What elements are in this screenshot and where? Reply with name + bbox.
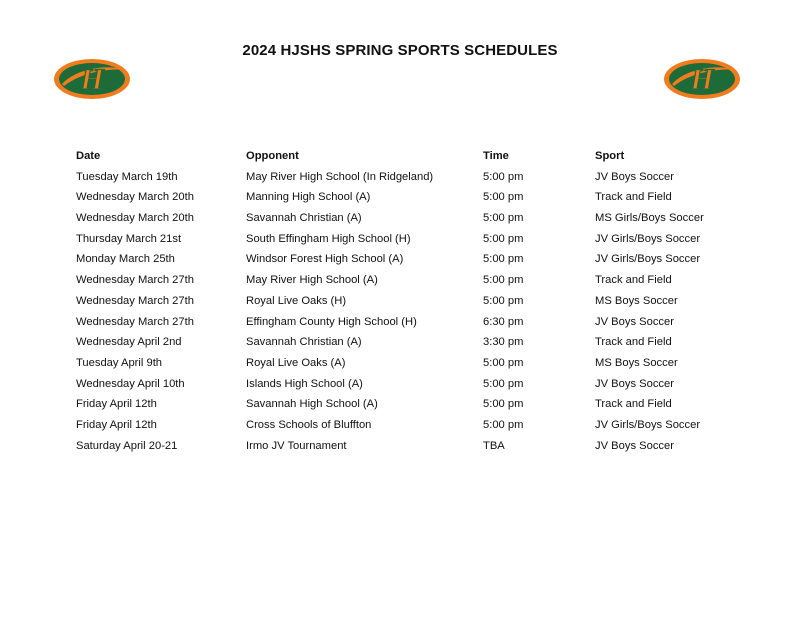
cell-sport: JV Girls/Boys Soccer bbox=[595, 232, 701, 245]
table-row bbox=[76, 394, 716, 415]
cell-date: Tuesday March 19th bbox=[76, 170, 178, 183]
cell-time: 5:00 pm bbox=[483, 398, 524, 411]
cell-sport: Track and Field bbox=[595, 191, 672, 204]
cell-opponent: Irmo JV Tournament bbox=[246, 439, 347, 452]
cell-sport: Track and Field bbox=[595, 398, 672, 411]
cell-sport: MS Boys Soccer bbox=[595, 294, 678, 307]
table-row bbox=[76, 332, 716, 353]
cell-opponent: Cross Schools of Bluffton bbox=[246, 418, 372, 431]
cell-date: Tuesday April 9th bbox=[76, 356, 163, 369]
cell-date: Monday March 25th bbox=[76, 253, 175, 266]
table-row bbox=[76, 436, 716, 457]
cell-sport: JV Boys Soccer bbox=[595, 377, 674, 390]
cell-sport: JV Boys Soccer bbox=[595, 439, 674, 452]
cell-sport: JV Boys Soccer bbox=[595, 170, 674, 183]
cell-sport: MS Girls/Boys Soccer bbox=[595, 212, 704, 225]
cell-opponent: Royal Live Oaks (A) bbox=[246, 356, 346, 369]
cell-opponent: Windsor Forest High School (A) bbox=[246, 253, 404, 266]
cell-date: Wednesday March 20th bbox=[76, 191, 194, 204]
cell-opponent: May River High School (A) bbox=[246, 274, 378, 287]
table-row bbox=[76, 229, 716, 250]
cell-time: 5:00 pm bbox=[483, 170, 524, 183]
hornet-h-logo-icon bbox=[52, 56, 132, 102]
cell-date: Wednesday March 27th bbox=[76, 294, 194, 307]
cell-time: 3:30 pm bbox=[483, 336, 524, 349]
cell-date: Thursday March 21st bbox=[76, 232, 182, 245]
table-row bbox=[76, 415, 716, 436]
cell-sport: Track and Field bbox=[595, 336, 672, 349]
cell-opponent: South Effingham High School (H) bbox=[246, 232, 411, 245]
cell-sport: JV Girls/Boys Soccer bbox=[595, 253, 701, 266]
svg-text:H: H bbox=[690, 63, 714, 96]
cell-date: Friday April 12th bbox=[76, 418, 157, 431]
cell-sport: MS Boys Soccer bbox=[595, 356, 678, 369]
cell-time: 5:00 pm bbox=[483, 356, 524, 369]
cell-time: 6:30 pm bbox=[483, 315, 524, 328]
cell-opponent: Savannah Christian (A) bbox=[246, 336, 362, 349]
cell-time: 5:00 pm bbox=[483, 253, 524, 266]
table-row bbox=[76, 374, 716, 395]
cell-opponent: Savannah Christian (A) bbox=[246, 212, 362, 225]
page-title: 2024 HJSHS SPRING SPORTS SCHEDULES bbox=[242, 42, 558, 59]
table-body bbox=[76, 167, 716, 457]
table-row bbox=[76, 187, 716, 208]
cell-time: 5:00 pm bbox=[483, 377, 524, 390]
cell-opponent: Savannah High School (A) bbox=[246, 398, 378, 411]
cell-time: 5:00 pm bbox=[483, 418, 524, 431]
table-row bbox=[76, 353, 716, 374]
cell-time: 5:00 pm bbox=[483, 294, 524, 307]
cell-time: 5:00 pm bbox=[483, 232, 524, 245]
cell-date: Wednesday April 10th bbox=[76, 377, 185, 390]
cell-date: Friday April 12th bbox=[76, 398, 157, 411]
cell-date: Wednesday March 27th bbox=[76, 274, 194, 287]
table-row bbox=[76, 312, 716, 333]
cell-date: Wednesday April 2nd bbox=[76, 336, 182, 349]
table-row bbox=[76, 270, 716, 291]
schedule-table bbox=[76, 146, 716, 456]
cell-sport: JV Girls/Boys Soccer bbox=[595, 418, 701, 431]
table-header-row bbox=[76, 146, 716, 167]
header-date: Date bbox=[76, 150, 101, 162]
header-opponent: Opponent bbox=[246, 150, 299, 162]
cell-time: 5:00 pm bbox=[483, 191, 524, 204]
cell-time: 5:00 pm bbox=[483, 274, 524, 287]
cell-opponent: May River High School (In Ridgeland) bbox=[246, 170, 434, 183]
hornet-h-logo-icon bbox=[662, 56, 742, 102]
cell-opponent: Effingham County High School (H) bbox=[246, 315, 417, 328]
header-sport: Sport bbox=[595, 150, 625, 162]
cell-date: Wednesday March 27th bbox=[76, 315, 194, 328]
cell-sport: JV Boys Soccer bbox=[595, 315, 674, 328]
cell-sport: Track and Field bbox=[595, 274, 672, 287]
header-time: Time bbox=[483, 150, 509, 162]
table-row bbox=[76, 291, 716, 312]
cell-date: Wednesday March 20th bbox=[76, 212, 194, 225]
table-row bbox=[76, 167, 716, 188]
cell-time: TBA bbox=[483, 439, 505, 452]
cell-time: 5:00 pm bbox=[483, 212, 524, 225]
table-row bbox=[76, 249, 716, 270]
svg-text:H: H bbox=[80, 63, 104, 96]
table-row bbox=[76, 208, 716, 229]
school-logo-right bbox=[662, 56, 742, 102]
school-logo-left bbox=[52, 56, 132, 102]
cell-opponent: Islands High School (A) bbox=[246, 377, 363, 390]
cell-opponent: Royal Live Oaks (H) bbox=[246, 294, 347, 307]
cell-date: Saturday April 20-21 bbox=[76, 439, 178, 452]
cell-opponent: Manning High School (A) bbox=[246, 191, 371, 204]
